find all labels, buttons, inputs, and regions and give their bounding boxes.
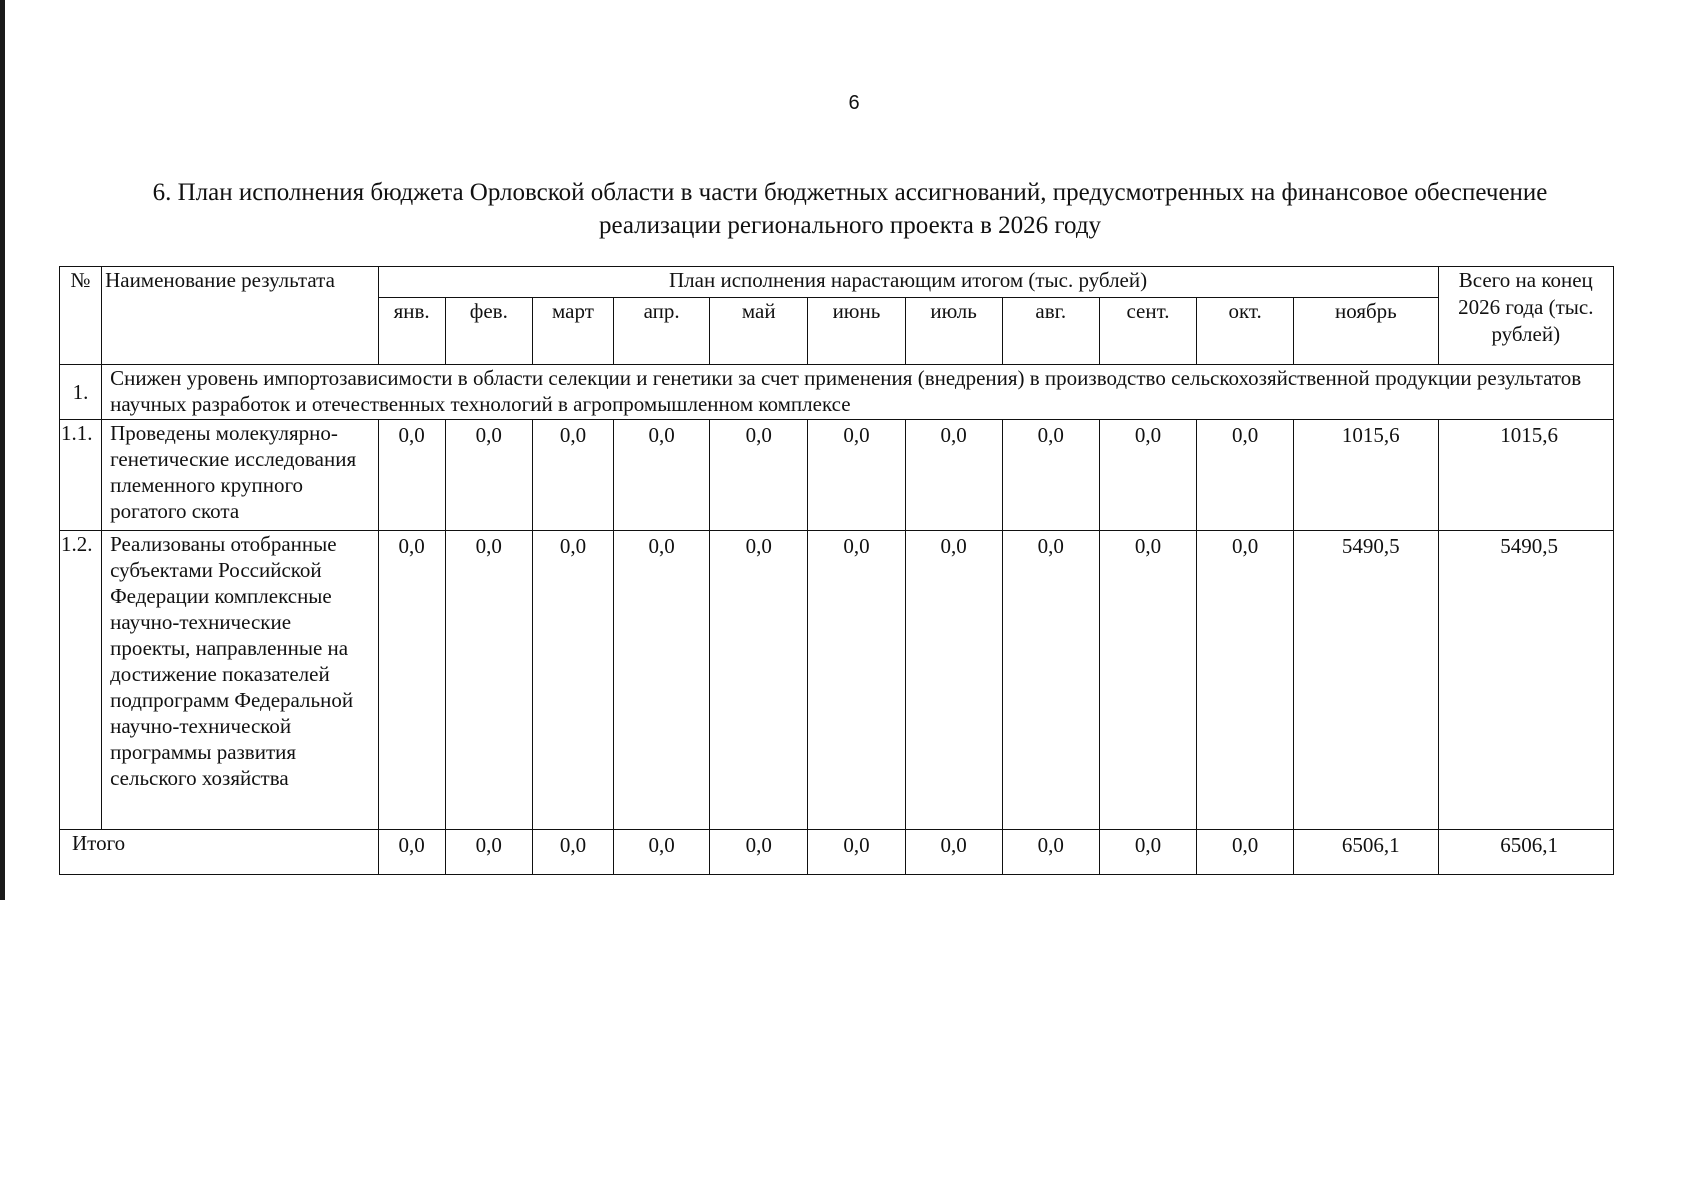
total-mar: 0,0 [532, 830, 613, 875]
total-aug: 0,0 [1002, 830, 1099, 875]
cell-oct: 0,0 [1197, 420, 1294, 531]
total-year-total: 6506,1 [1438, 830, 1613, 875]
total-nov: 6506,1 [1294, 830, 1438, 875]
header-result-name: Наименование результата [102, 267, 379, 365]
header-month-oct: окт. [1197, 298, 1294, 365]
table-row [60, 420, 1614, 531]
header-month-jul: июль [905, 298, 1002, 365]
section-row [60, 365, 1614, 420]
cell-jan: 0,0 [378, 420, 445, 531]
total-may: 0,0 [710, 830, 808, 875]
total-oct: 0,0 [1197, 830, 1294, 875]
cell-jun: 0,0 [808, 531, 905, 830]
cell-may: 0,0 [710, 531, 808, 830]
header-month-jan: янв. [378, 298, 445, 365]
row-result-name: Реализованы отобранные субъектами Российской Федерации комплексные научно-технические проекты, направленные на достижение показателей подпрограмм Федеральной научно-технической программы развития сельского хозяйства [102, 531, 379, 830]
cell-may: 0,0 [710, 420, 808, 531]
budget-plan-table [59, 266, 1614, 875]
header-month-jun: июнь [808, 298, 905, 365]
cell-aug: 0,0 [1002, 420, 1099, 531]
header-month-may: май [710, 298, 808, 365]
section-title: Снижен уровень импортозависимости в области селекции и генетики за счет применения (внедрения) в производство сельскохозяйственной продукции результатов научных разработок и отечественных технологий в агропромышленном комплексе [102, 365, 1614, 420]
header-number: № [60, 267, 102, 365]
cell-nov: 5490,5 [1294, 531, 1438, 830]
cell-year-total: 1015,6 [1438, 420, 1613, 531]
total-jun: 0,0 [808, 830, 905, 875]
table-row [60, 531, 1614, 830]
cell-sep: 0,0 [1099, 531, 1196, 830]
row-result-name: Проведены молекулярно-генетические исследования племенного крупного рогатого скота [102, 420, 379, 531]
cell-year-total: 5490,5 [1438, 531, 1613, 830]
header-month-aug: авг. [1002, 298, 1099, 365]
cell-mar: 0,0 [532, 420, 613, 531]
total-jan: 0,0 [378, 830, 445, 875]
row-number: 1.2. [60, 531, 102, 830]
header-month-feb: фев. [445, 298, 532, 365]
header-plan-group: План исполнения нарастающим итогом (тыс. рублей) [378, 267, 1438, 298]
cell-sep: 0,0 [1099, 420, 1196, 531]
section-number: 1. [60, 365, 102, 420]
cell-oct: 0,0 [1197, 531, 1294, 830]
cell-apr: 0,0 [614, 420, 710, 531]
header-year-total: Всего на конец 2026 года (тыс. рублей) [1438, 267, 1613, 365]
scan-left-edge [0, 0, 5, 900]
total-sep: 0,0 [1099, 830, 1196, 875]
header-month-apr: апр. [614, 298, 710, 365]
header-month-mar: март [532, 298, 613, 365]
total-apr: 0,0 [614, 830, 710, 875]
cell-feb: 0,0 [445, 531, 532, 830]
document-title: 6. План исполнения бюджета Орловской области в части бюджетных ассигнований, предусмотренных на финансовое обеспечение реализации регионального проекта в 2026 году [152, 179, 1548, 239]
cell-jun: 0,0 [808, 420, 905, 531]
cell-aug: 0,0 [1002, 531, 1099, 830]
cell-nov: 1015,6 [1294, 420, 1438, 531]
header-month-sep: сент. [1099, 298, 1196, 365]
page-number: 6 [848, 92, 860, 114]
header-row-group [60, 267, 1614, 298]
cell-apr: 0,0 [614, 531, 710, 830]
row-number: 1.1. [60, 420, 102, 531]
total-jul: 0,0 [905, 830, 1002, 875]
cell-jul: 0,0 [905, 420, 1002, 531]
total-label: Итого [60, 830, 379, 875]
total-feb: 0,0 [445, 830, 532, 875]
cell-feb: 0,0 [445, 420, 532, 531]
total-row [60, 830, 1614, 875]
header-month-nov: ноябрь [1294, 298, 1438, 365]
cell-jan: 0,0 [378, 531, 445, 830]
cell-jul: 0,0 [905, 531, 1002, 830]
cell-mar: 0,0 [532, 531, 613, 830]
